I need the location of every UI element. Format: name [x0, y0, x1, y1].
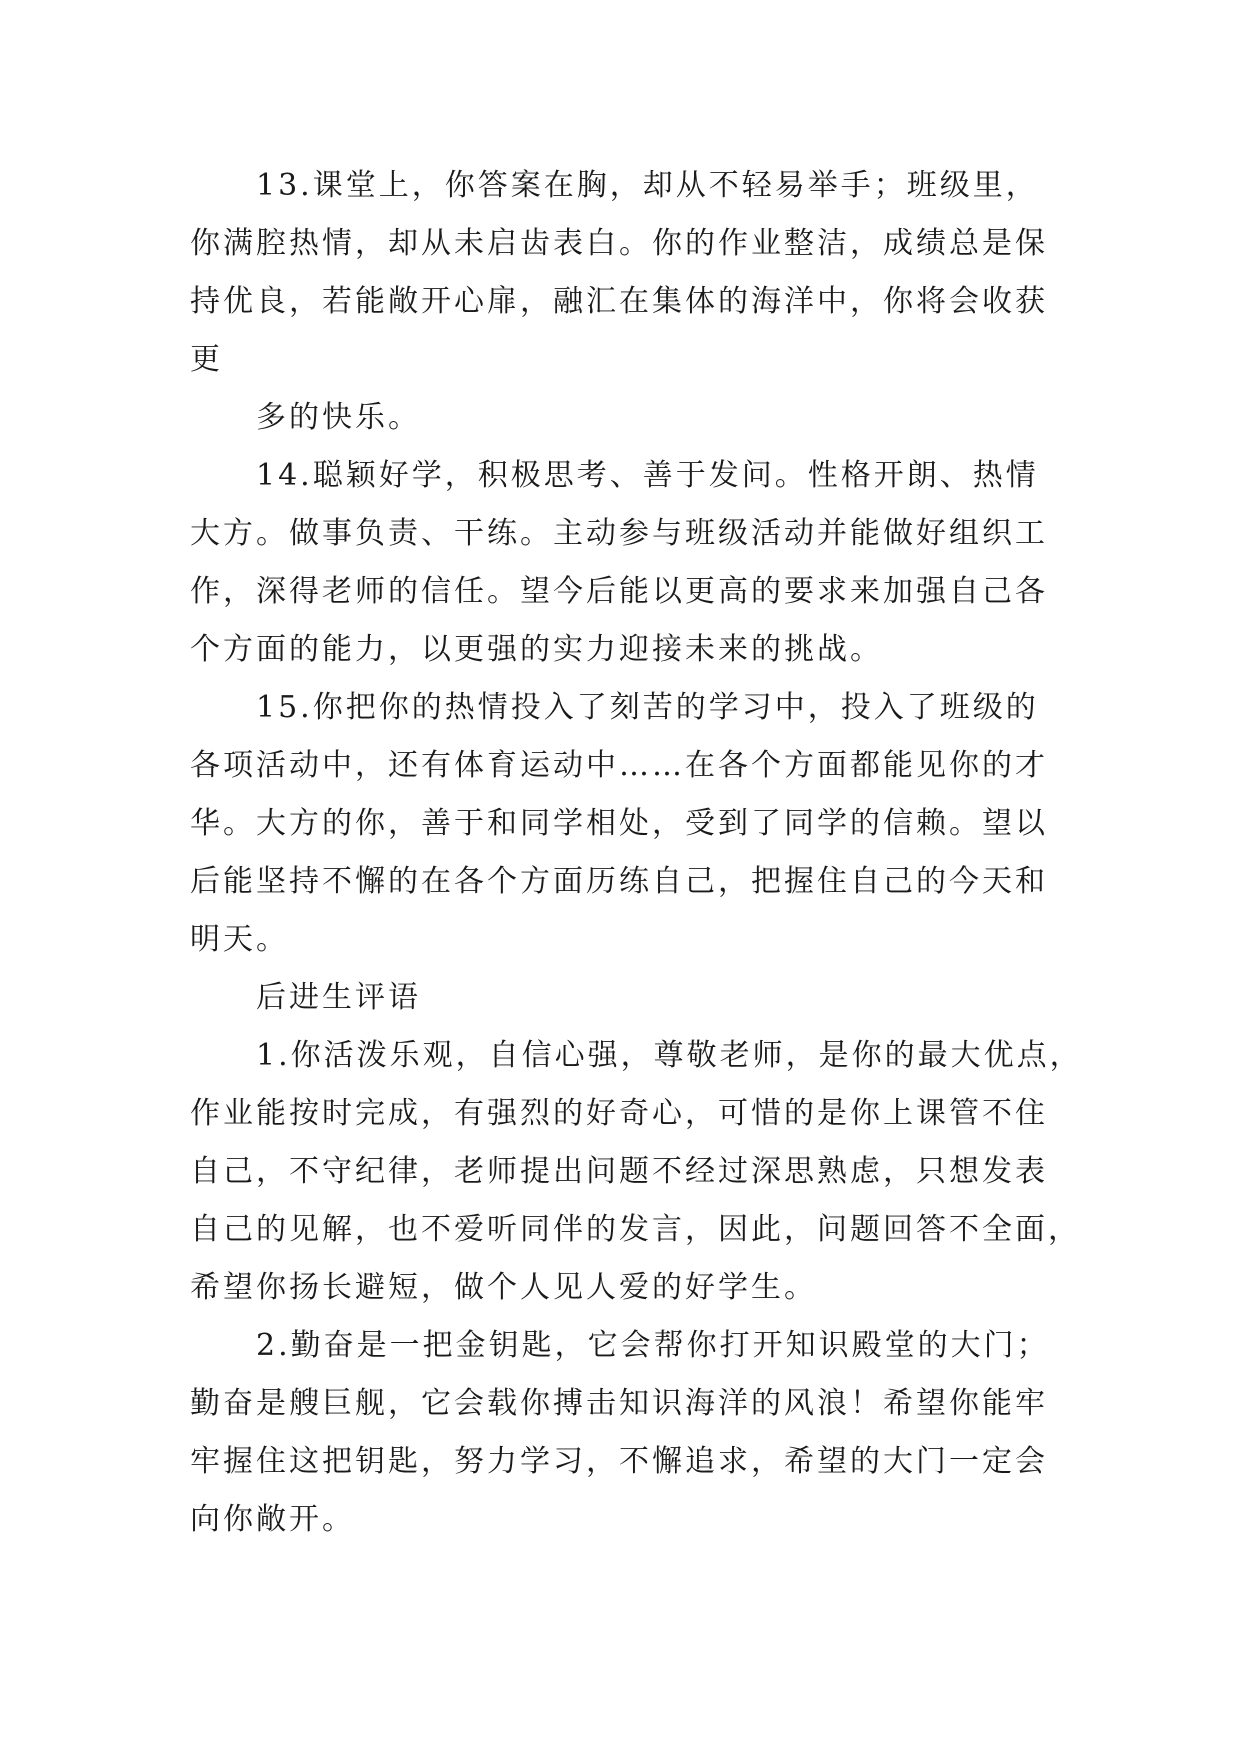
- text-line: 希望你扬长避短，做个人见人爱的好学生。: [190, 1270, 817, 1305]
- text-line: 牢握住这把钥匙，努力学习，不懈追求，希望的大门一定会: [190, 1444, 1048, 1479]
- text-line: 明天。: [190, 922, 289, 957]
- paragraph-s2: [190, 1317, 1050, 1549]
- paragraph-s1: [190, 1027, 1083, 1317]
- text-line: 向你敞开。: [190, 1502, 355, 1537]
- text-line: 15.你把你的热情投入了刻苦的学习中，投入了班级的: [256, 690, 1039, 725]
- text-line: 华。大方的你，善于和同学相处，受到了同学的信赖。望以: [190, 806, 1048, 841]
- text-line: 13.课堂上，你答案在胸，却从不轻易举手；班级里，: [256, 168, 1039, 203]
- text-line: 自己，不守纪律，老师提出问题不经过深思熟虑，只想发表: [190, 1154, 1048, 1189]
- document-body: [190, 157, 1083, 1549]
- text-line: 各项活动中，还有体育运动中……在各个方面都能见你的才: [190, 748, 1048, 783]
- text-line: 持优良，若能敞开心扉，融汇在集体的海洋中，你将会收获: [190, 284, 1048, 319]
- text-line: 你满腔热情，却从未启齿表白。你的作业整洁，成绩总是保: [190, 226, 1048, 261]
- text-line: 个方面的能力，以更强的实力迎接未来的挑战。: [190, 632, 883, 667]
- text-line: 多的快乐。: [256, 400, 421, 435]
- text-line: 14.聪颖好学，积极思考、善于发问。性格开朗、热情: [256, 458, 1039, 493]
- text-line: 作业能按时完成，有强烈的好奇心，可惜的是你上课管不住: [190, 1096, 1048, 1131]
- text-line: 1.你活泼乐观，自信心强，尊敬老师，是你的最大优点，: [256, 1038, 1083, 1073]
- text-line: 2.勤奋是一把金钥匙，它会帮你打开知识殿堂的大门；: [256, 1328, 1050, 1363]
- text-line: 自己的见解，也不爱听同伴的发言，因此，问题回答不全面，: [190, 1212, 1081, 1247]
- paragraph-14: [190, 447, 1050, 679]
- text-line: 大方。做事负责、干练。主动参与班级活动并能做好组织工: [190, 516, 1048, 551]
- text-line: 后能坚持不懈的在各个方面历练自己，把握住自己的今天和: [190, 864, 1048, 899]
- text-line: 勤奋是艘巨舰，它会载你搏击知识海洋的风浪！希望你能牢: [190, 1386, 1048, 1421]
- paragraph-13: [190, 157, 1050, 447]
- text-line: 作，深得老师的信任。望今后能以更高的要求来加强自己各: [190, 574, 1048, 609]
- text-line: 更: [190, 342, 223, 377]
- paragraph-15: [190, 679, 1050, 969]
- section-title: 后进生评语: [256, 980, 421, 1015]
